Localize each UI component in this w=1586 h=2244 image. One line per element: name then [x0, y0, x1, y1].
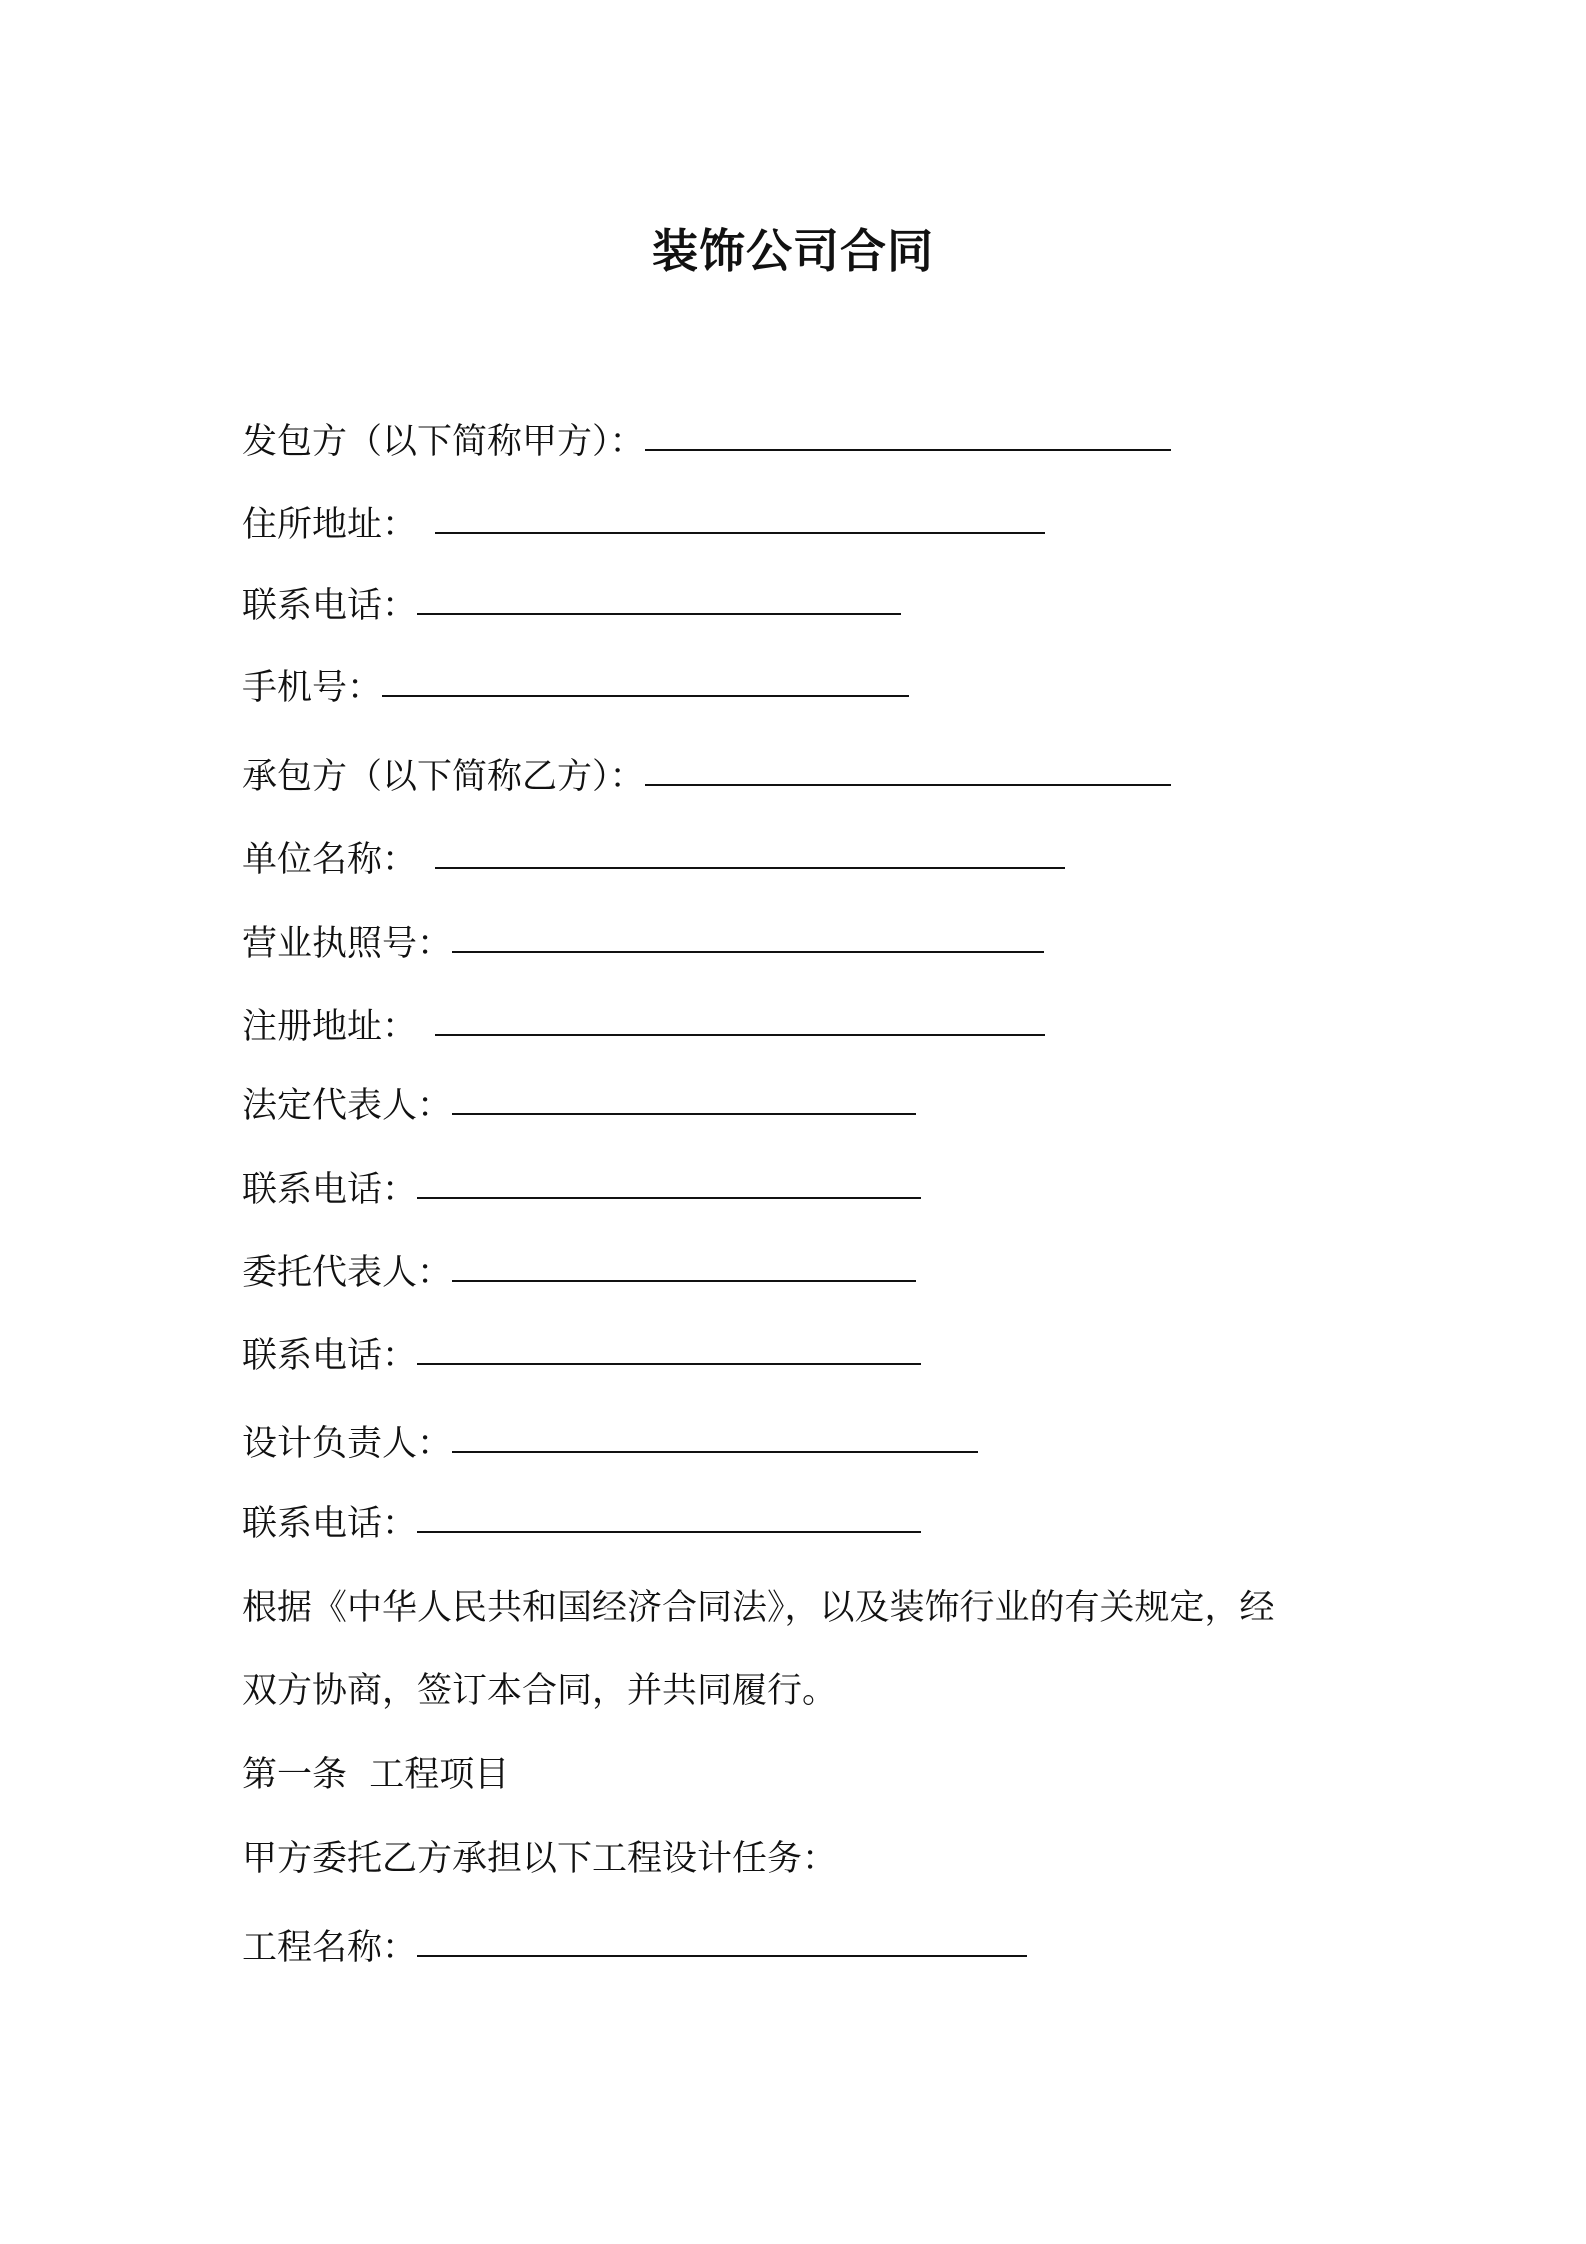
contractor-line	[242, 755, 1171, 799]
employer-phone-line	[242, 584, 901, 628]
legal-rep-blank[interactable]	[452, 1083, 916, 1115]
preamble-line-2: 双方协商，签订本合同，并共同履行。	[242, 1671, 838, 1711]
design-lead-label: 设计负责人：	[242, 1424, 453, 1464]
employer-mobile-label: 手机号：	[242, 668, 383, 708]
employer-label: 发包方（以下简称甲方）：	[242, 422, 645, 462]
registered-address-blank[interactable]	[435, 1004, 1045, 1036]
legal-rep-label: 法定代表人：	[242, 1086, 453, 1126]
unit-name-line	[242, 838, 1065, 882]
legal-rep-phone-label: 联系电话：	[242, 1170, 418, 1210]
employer-address-blank[interactable]	[435, 502, 1045, 534]
business-license-label: 营业执照号：	[242, 924, 453, 964]
article-1-text: 甲方委托乙方承担以下工程设计任务：	[242, 1839, 838, 1879]
employer-address-line	[242, 503, 1045, 547]
legal-rep-phone-line	[242, 1168, 921, 1212]
entrusted-rep-label: 委托代表人：	[242, 1253, 453, 1293]
employer-blank[interactable]	[645, 419, 1171, 451]
entrusted-rep-line	[242, 1251, 916, 1295]
employer-address-label: 住所地址：	[242, 505, 418, 545]
legal-rep-line	[242, 1084, 916, 1128]
employer-mobile-line	[242, 666, 909, 710]
entrusted-rep-phone-blank[interactable]	[417, 1333, 921, 1365]
unit-name-label: 单位名称：	[242, 840, 418, 880]
entrusted-rep-phone-line	[242, 1334, 921, 1378]
design-lead-phone-label: 联系电话：	[242, 1504, 418, 1544]
document-title: 装饰公司合同	[652, 224, 934, 278]
business-license-blank[interactable]	[452, 921, 1044, 953]
employer-mobile-blank[interactable]	[382, 665, 909, 697]
article-1-heading: 第一条 工程项目	[242, 1755, 510, 1795]
legal-rep-phone-blank[interactable]	[417, 1167, 921, 1199]
project-name-label: 工程名称：	[242, 1928, 418, 1968]
project-name-line	[242, 1926, 1027, 1970]
employer-line	[242, 420, 1171, 464]
design-lead-blank[interactable]	[452, 1421, 978, 1453]
unit-name-blank[interactable]	[435, 837, 1065, 869]
preamble-line-1: 根据《中华人民共和国经济合同法》，以及装饰行业的有关规定，经	[242, 1588, 1275, 1628]
entrusted-rep-phone-label: 联系电话：	[242, 1336, 418, 1376]
design-lead-phone-blank[interactable]	[417, 1501, 921, 1533]
registered-address-label: 注册地址：	[242, 1007, 418, 1047]
employer-phone-label: 联系电话：	[242, 586, 418, 626]
contractor-label: 承包方（以下简称乙方）：	[242, 757, 645, 797]
business-license-line	[242, 922, 1044, 966]
design-lead-line	[242, 1422, 978, 1466]
entrusted-rep-blank[interactable]	[452, 1250, 916, 1282]
employer-phone-blank[interactable]	[417, 583, 901, 615]
registered-address-line	[242, 1005, 1045, 1049]
project-name-blank[interactable]	[417, 1925, 1027, 1957]
design-lead-phone-line	[242, 1502, 921, 1546]
contractor-blank[interactable]	[645, 754, 1171, 786]
